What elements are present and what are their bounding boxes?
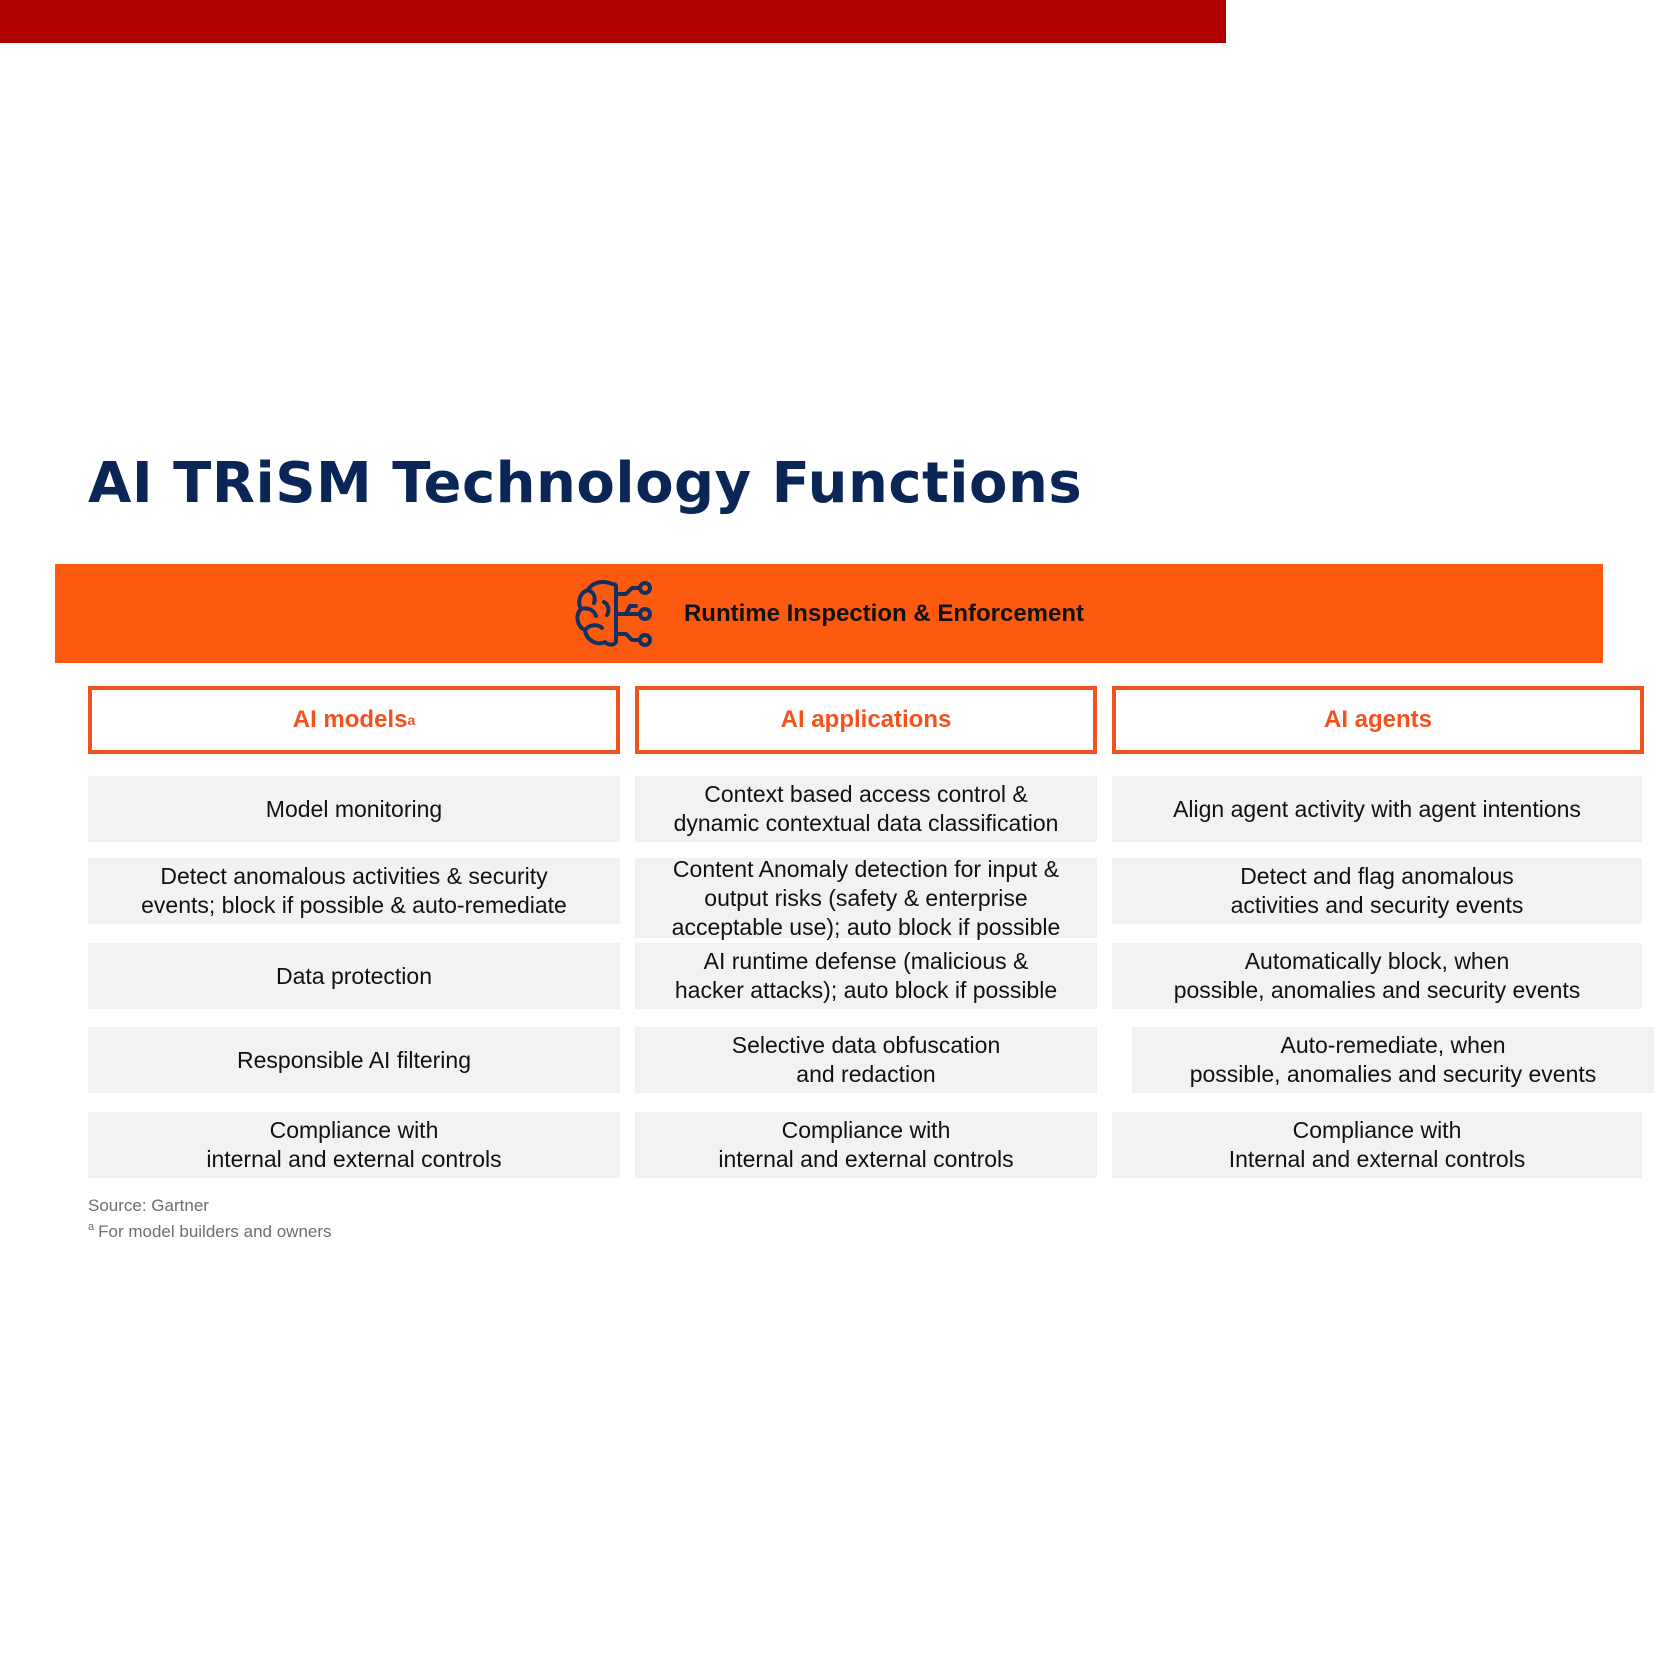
- column-header-label: AI agents: [1323, 706, 1433, 733]
- cell-ai-applications-2: Content Anomaly detection for input & output risks (safety & enterprise acceptable use); auto block if possible: [635, 858, 1097, 938]
- runtime-banner: [55, 564, 1603, 663]
- banner-label: Runtime Inspection & Enforcement: [683, 599, 1085, 627]
- column-header-ai-models: AI models a: [88, 686, 620, 754]
- cell-ai-models-5: Compliance with internal and external controls: [88, 1112, 620, 1178]
- footnote-text: For model builders and owners: [98, 1222, 332, 1241]
- page-title: AI TRiSM Technology Functions: [88, 451, 1083, 516]
- cell-ai-agents-3: Automatically block, when possible, anomalies and security events: [1112, 943, 1642, 1009]
- top-accent-bar: [0, 0, 1226, 43]
- cell-ai-models-2: Detect anomalous activities & security events; block if possible & auto-remediate: [88, 858, 620, 924]
- column-header-ai-applications: [635, 686, 1097, 754]
- cell-ai-agents-1: Align agent activity with agent intentions: [1112, 776, 1642, 842]
- brain-circuit-icon: [574, 578, 660, 650]
- cell-ai-applications-4: Selective data obfuscation and redaction: [635, 1027, 1097, 1093]
- footnote: [88, 1222, 332, 1242]
- cell-ai-applications-1: Context based access control & dynamic contextual data classification: [635, 776, 1097, 842]
- cell-ai-agents-5: Compliance with Internal and external controls: [1112, 1112, 1642, 1178]
- cell-ai-models-3: Data protection: [88, 943, 620, 1009]
- cell-ai-models-1: Model monitoring: [88, 776, 620, 842]
- column-header-ai-agents: [1112, 686, 1644, 754]
- column-header-label: AI models: [292, 706, 408, 733]
- cell-ai-agents-2: Detect and flag anomalous activities and security events: [1112, 858, 1642, 924]
- cell-ai-agents-4: Auto-remediate, when possible, anomalies and security events: [1132, 1027, 1654, 1093]
- cell-ai-applications-3: AI runtime defense (malicious & hacker attacks); auto block if possible: [635, 943, 1097, 1009]
- footnote-mark: a: [88, 1221, 95, 1234]
- source-note: Source: Gartner: [88, 1196, 209, 1215]
- column-header-label: AI applications: [780, 706, 952, 733]
- cell-ai-models-4: Responsible AI filtering: [88, 1027, 620, 1093]
- cell-ai-applications-5: Compliance with internal and external controls: [635, 1112, 1097, 1178]
